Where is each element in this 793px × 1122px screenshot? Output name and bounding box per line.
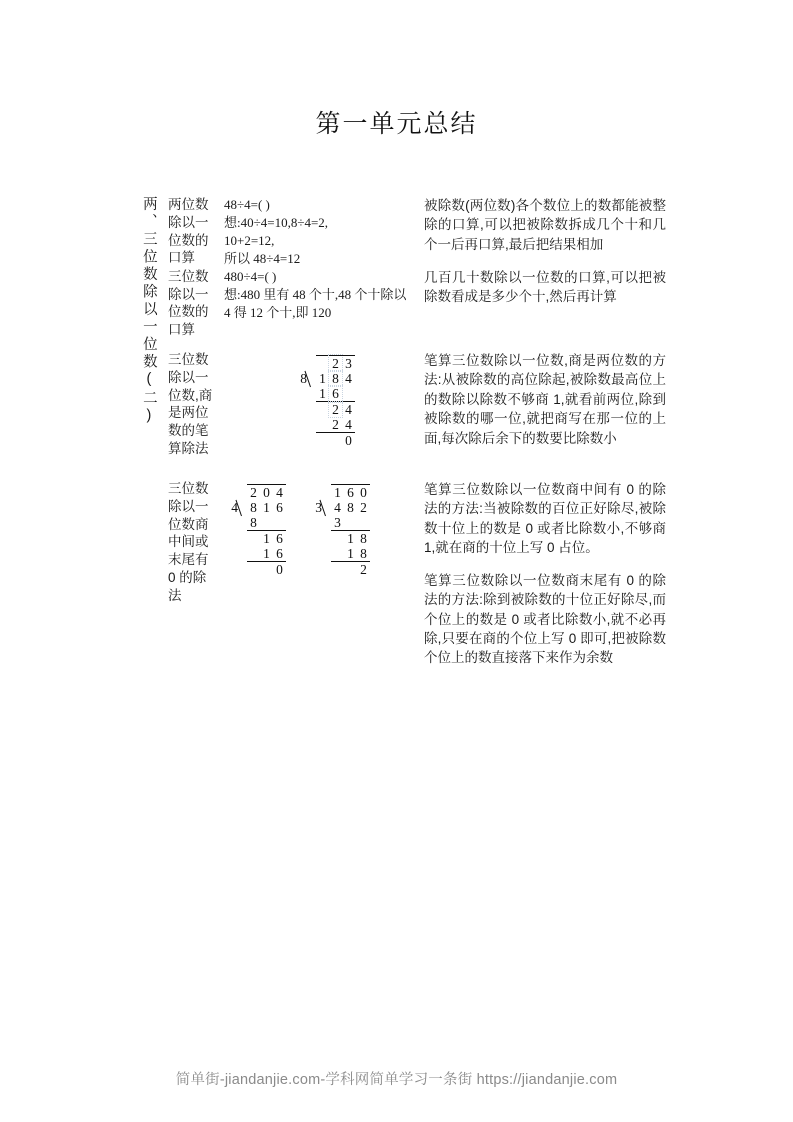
work-line: 480÷4=( ) <box>224 268 277 284</box>
long-division-group-1 <box>224 351 424 448</box>
note-text: 被除数(两位数)各个数位上的数都能被整除的口算,可以把被除数拆成几个十和几个一后再口算,最后把结果相加 <box>424 198 666 252</box>
work-line: 想:40÷4=10,8÷4=2, <box>224 214 329 230</box>
remainder-digit <box>344 562 357 577</box>
division-bracket-icon <box>238 500 247 515</box>
table-row <box>128 480 666 668</box>
quotient-digit: 0 <box>357 484 370 500</box>
note-cell-zero-quotient <box>424 480 666 668</box>
step-digit: 4 <box>345 402 352 417</box>
step-digit <box>260 515 273 531</box>
step-digit: 2 <box>329 417 342 433</box>
step-digit <box>344 515 357 531</box>
step-digit: 8 <box>247 515 260 531</box>
note-cell-oral-two-digit <box>424 196 666 268</box>
quotient-digit: 6 <box>344 484 357 500</box>
remainder-digit: 2 <box>360 561 367 577</box>
row-spacer <box>128 339 666 351</box>
topic-cell-oral-three-digit <box>168 268 224 339</box>
remainder-digit: 0 <box>276 561 283 577</box>
unit-label-cell <box>128 196 168 668</box>
dividend-digit: 6 <box>276 499 283 515</box>
division-bracket-icon <box>307 371 316 386</box>
table-row <box>128 268 666 339</box>
step-digit <box>247 546 260 562</box>
topic-cell-oral-two-digit <box>168 196 224 268</box>
step-digit: 1 <box>347 530 354 546</box>
dividend-digit: 2 <box>360 499 367 515</box>
division-bracket-icon <box>322 500 331 515</box>
dividend-digit: 4 <box>334 499 341 515</box>
topic-label: 三位数除以一位数,商是两位数的笔算除法 <box>168 352 213 457</box>
step-digit: 1 <box>344 546 357 562</box>
step-digit: 4 <box>342 417 355 433</box>
note-text: 笔算三位数除以一位数,商是两位数的方法:从被除数的高位除起,被除数最高位上的数除以除数不够商 1,就看前两位,除到被除数的哪一位,就把商写在那一位的上面,每次除后余下的数要比除数小 <box>424 353 666 446</box>
step-digit: 3 <box>331 515 344 531</box>
remainder-digit <box>329 433 342 448</box>
remainder-digit <box>260 562 273 577</box>
work-line: 10+2=12, <box>224 232 275 248</box>
step-digit: 2 <box>329 402 342 417</box>
step-digit <box>247 531 260 546</box>
note-cell-written-two-digit-quotient <box>424 351 666 458</box>
step-digit <box>357 515 370 531</box>
table-row <box>128 351 666 458</box>
step-digit: 6 <box>273 546 286 562</box>
quotient-digit: 0 <box>260 484 273 500</box>
table-row <box>128 196 666 268</box>
step-digit <box>316 402 329 417</box>
work-cell-division-816-482 <box>224 480 424 668</box>
step-digit: 6 <box>329 386 342 402</box>
topic-cell-zero-quotient <box>168 480 224 668</box>
work-line: 48÷4=( ) <box>224 197 270 212</box>
long-division-group-2 <box>224 480 424 577</box>
quotient-digit: 1 <box>331 484 344 500</box>
dividend-digit: 1 <box>263 499 270 515</box>
quotient-digit: 2 <box>247 484 260 500</box>
dividend-digit: 1 <box>319 371 326 386</box>
topic-label: 三位数除以一位数的口算 <box>168 268 209 338</box>
topic-label: 三位数除以一位数商中间或末尾有 0 的除法 <box>168 480 209 603</box>
work-line: 想:480 里有 48 个十,48 个十除以 <box>224 286 407 302</box>
note-text: 几百几十数除以一位数的口算,可以把被除数看成是多少个十,然后再计算 <box>424 269 666 305</box>
note-text: 笔算三位数除以一位数商中间有 0 的除法的方法:当被除数的百位正好除尽,被除数十位上的数是 0 或者比除数小,不够商 1,就在商的十位上写 0 占位。 <box>424 481 666 556</box>
divisor-digit: 3 <box>315 499 322 515</box>
step-digit <box>316 417 329 433</box>
work-line: 所以 48÷4=12 <box>224 250 301 266</box>
work-cell-division-184 <box>224 351 424 458</box>
quotient-digit: 3 <box>342 355 355 371</box>
dividend-digit: 8 <box>347 499 354 515</box>
topic-label: 两位数除以一位数的口算 <box>168 197 209 266</box>
divisor-digit: 8 <box>300 371 307 386</box>
work-line: 4 得 12 个十,即 120 <box>224 304 332 320</box>
work-cell-oral-three-digit <box>224 268 424 339</box>
page-title: 第一单元总结 <box>315 111 478 138</box>
step-digit: 8 <box>357 546 370 562</box>
quotient-digit: 2 <box>329 355 342 371</box>
remainder-digit: 0 <box>345 433 352 448</box>
long-division-482-divided-by-3 <box>308 484 370 577</box>
step-digit: 6 <box>276 530 283 546</box>
remainder-digit <box>247 562 260 577</box>
row-spacer <box>128 458 666 480</box>
long-division-184-divided-by-8 <box>293 355 355 448</box>
unit-vertical-label: 两、三位数除以一位数(二) <box>140 196 157 427</box>
unit-summary-table <box>128 196 666 668</box>
work-cell-oral-two-digit <box>224 196 424 268</box>
divisor-digit: 4 <box>231 499 238 515</box>
dividend-digit: 8 <box>329 371 342 386</box>
dividend-digit: 4 <box>345 371 352 386</box>
remainder-digit <box>331 562 344 577</box>
dividend-digit: 8 <box>250 499 257 515</box>
footer-watermark: 简单街-jiandanjie.com-学科网简单学习一条街 https://jiandanjie.com <box>175 1072 618 1088</box>
note-cell-oral-three-digit <box>424 268 666 339</box>
quotient-digit: 4 <box>273 484 286 500</box>
step-digit <box>273 515 286 531</box>
quotient-digit <box>316 355 329 371</box>
topic-cell-written-two-digit-quotient <box>168 351 224 458</box>
step-digit: 1 <box>263 530 270 546</box>
step-digit: 1 <box>316 386 329 402</box>
long-division-816-divided-by-4 <box>224 484 286 577</box>
note-text: 笔算三位数除以一位数商末尾有 0 的除法的方法:除到被除数的十位正好除尽,而个位上的数是 0 或者比除数小,就不必再除,只要在商的个位上写 0 即可,把被除数个位上的数直接落下来作为余数 <box>424 572 666 666</box>
step-digit <box>331 546 344 562</box>
step-digit <box>331 531 344 546</box>
step-digit: 8 <box>360 530 367 546</box>
step-digit: 1 <box>260 546 273 562</box>
step-digit <box>342 386 355 402</box>
remainder-digit <box>316 433 329 448</box>
